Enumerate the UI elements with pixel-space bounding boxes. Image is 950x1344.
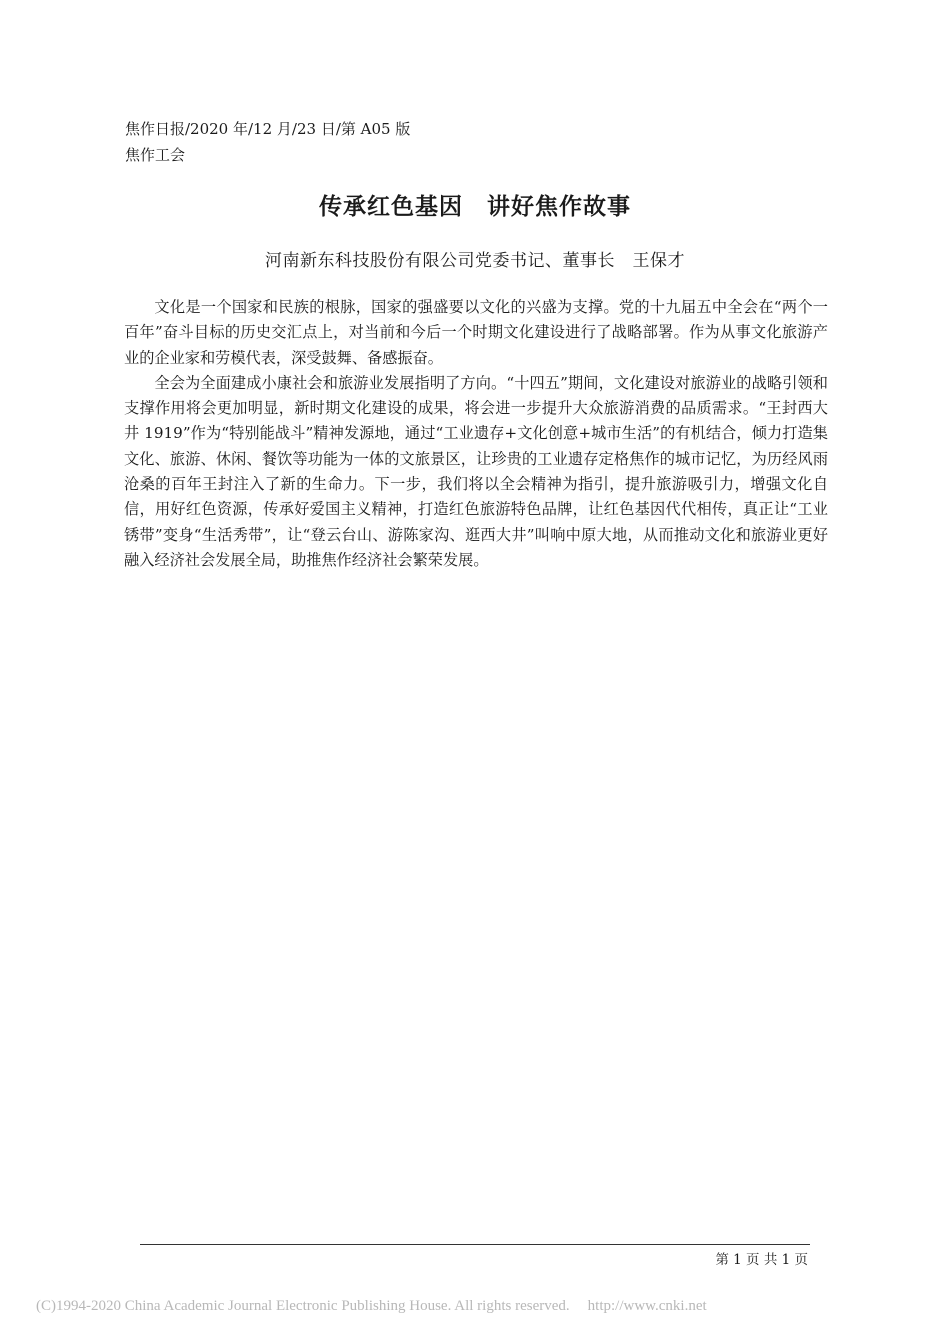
paragraph: 文化是一个国家和民族的根脉，国家的强盛要以文化的兴盛为支撑。党的十九届五中全会在“两个一百年”奋斗目标的历史交汇点上，对当前和今后一个时期文化建设进行了战略部署。作为从事文化旅游产业的企业家和劳模代表，深受鼓舞、备感振奋。 — [124, 298, 828, 367]
paragraph: 全会为全面建成小康社会和旅游业发展指明了方向。“十四五”期间，文化建设对旅游业的战略引领和支撑作用将会更加明显，新时期文化建设的成果，将会进一步提升大众旅游消费的品质需求。“王封西大井 1919”作为“特别能战斗”精神发源地，通过“工业遗存+文化创意+城市生活”的有机结合，倾力打造集文化、旅游、休闲、餐饮等功能为一体的文旅景区，让珍贵的工业遗存定格焦作的城市记忆，为历经风雨沧桑的百年王封注入了新的生命力。下一步，我们将以全会精神为指引，提升旅游吸引力，增强文化自信，用好红色资源，传承好爱国主义精神，打造红色旅游特色品牌，让红色基因代代相传，真正让“工业锈带”变身“生活秀带”，让“登云台山、游陈家沟、逛西大井”叫响中原大地，从而推动文化和旅游业更好融入经济社会发展全局，助推焦作经济社会繁荣发展。 — [124, 373, 828, 569]
cnki-url: http://www.cnki.net — [587, 1298, 707, 1314]
article-title: 传承红色基因 讲好焦作故事 — [319, 193, 631, 220]
author-line: 河南新东科技股份有限公司党委书记、董事长 王保才 — [265, 251, 685, 271]
section-name: 焦作工会 — [125, 146, 186, 164]
article-body — [124, 295, 828, 573]
source-info — [125, 116, 410, 168]
copyright-watermark — [36, 1298, 707, 1315]
page-number: 第 1 页 共 1 页 — [715, 1252, 808, 1268]
copyright-text: (C)1994-2020 China Academic Journal Electronic Publishing House. All rights reserved. — [36, 1298, 570, 1314]
footer-divider — [140, 1244, 810, 1245]
source-line: 焦作日报/2020 年/12 月/23 日/第 A05 版 — [125, 120, 411, 138]
